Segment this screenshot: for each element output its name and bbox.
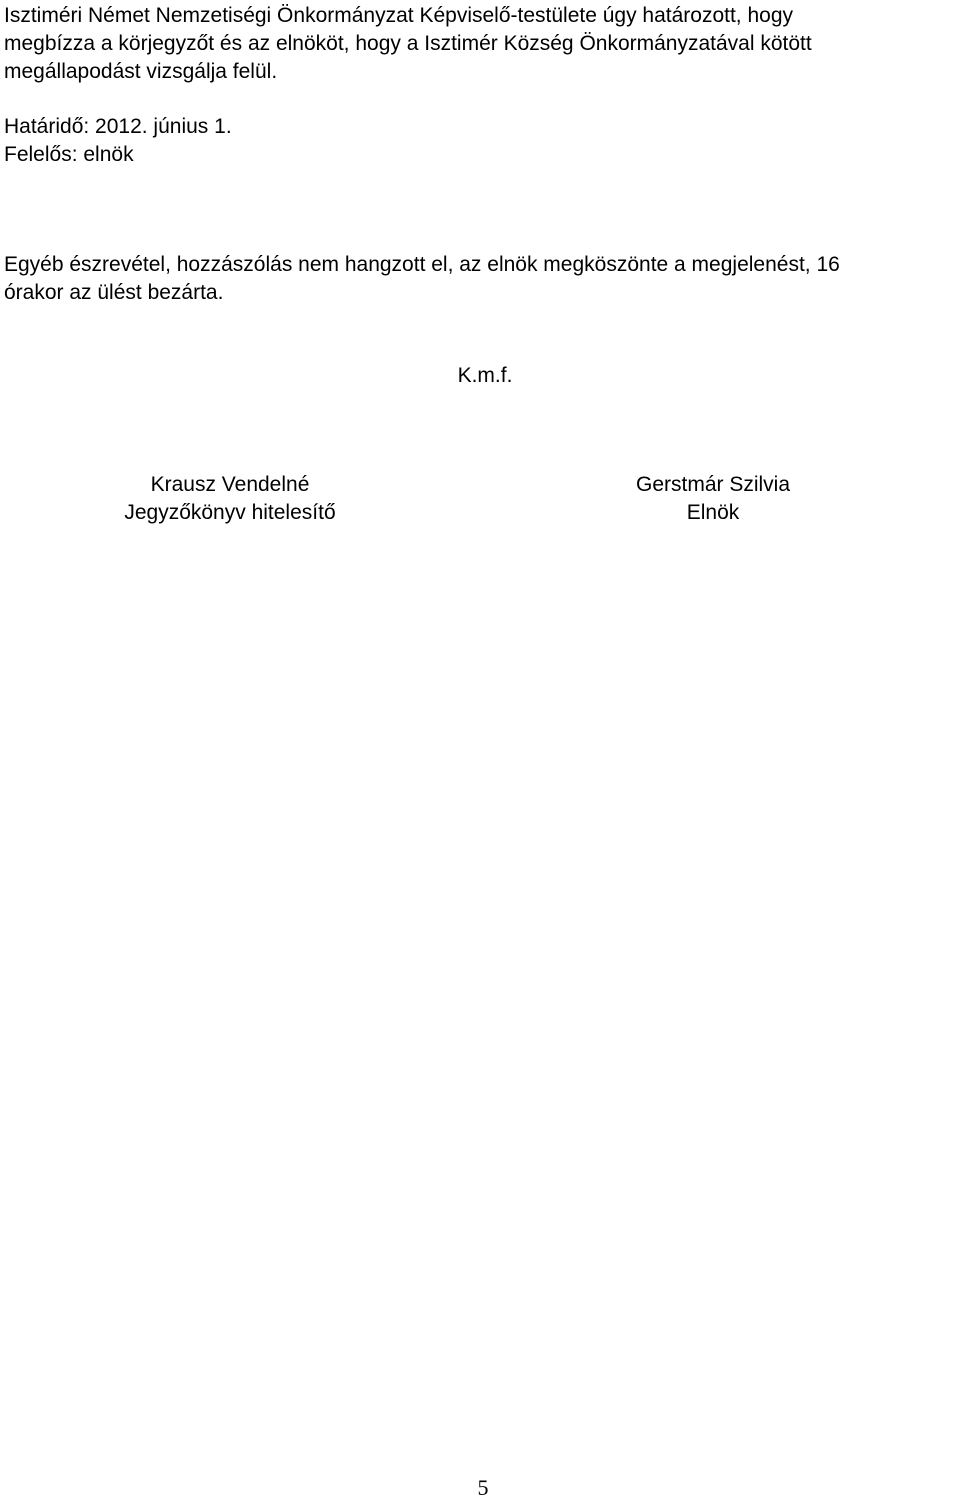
closing-paragraph — [4, 251, 960, 307]
signatory-name: Gerstmár Szilvia — [635, 473, 791, 496]
resolution-line: Isztiméri Német Nemzetiségi Önkormányzat Képviselő-testülete úgy határozott, hogy — [4, 4, 794, 27]
deadline-block — [4, 113, 960, 169]
resolution-paragraph — [4, 2, 960, 86]
signature-left — [80, 471, 380, 527]
resolution-line: megbízza a körjegyzőt és az elnököt, hogy a Isztimér Község Önkormányzatával kötött — [4, 32, 812, 55]
page-number: 5 — [477, 1475, 489, 1500]
closing-line: Egyéb észrevétel, hozzászólás nem hangzott el, az elnök megköszönte a megjelenést, 16 — [4, 253, 840, 276]
signature-right — [583, 471, 843, 527]
signatory-name: Krausz Vendelné — [150, 473, 310, 496]
closing-line: órakor az ülést bezárta. — [4, 281, 224, 304]
signatory-role: Elnök — [686, 501, 740, 524]
kmf-label: K.m.f. — [457, 364, 513, 387]
deadline-line: Határidő: 2012. június 1. — [4, 115, 232, 138]
resolution-line: megállapodást vizsgálja felül. — [4, 60, 278, 83]
responsible-line: Felelős: elnök — [4, 143, 134, 166]
signatory-role: Jegyzőkönyv hitelesítő — [124, 501, 336, 524]
